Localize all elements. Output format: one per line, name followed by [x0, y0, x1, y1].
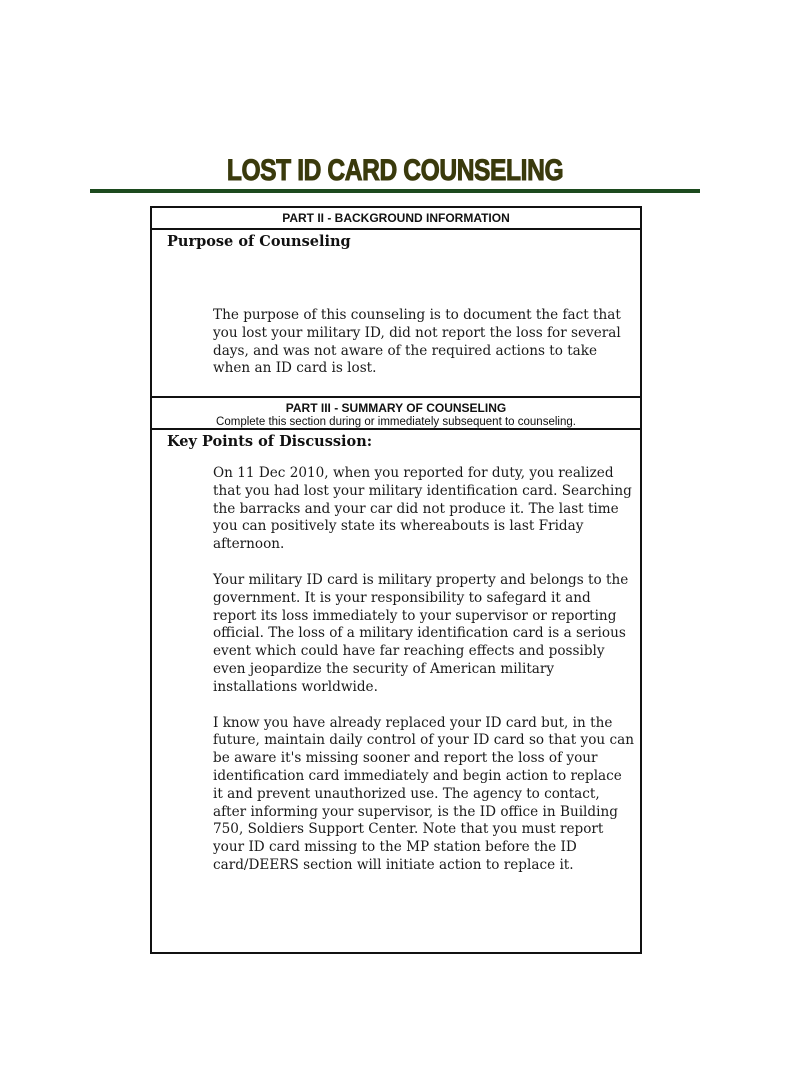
discussion-section — [152, 430, 640, 875]
document-title: LOST ID CARD COUNSELING — [226, 154, 564, 187]
purpose-text: The purpose of this counseling is to document the fact that you lost your military ID, did not report the loss for several days, and was not aware of the required actions to take when an ID card is lost. — [213, 307, 621, 377]
part3-subtitle: Complete this section during or immediately subsequent to counseling. — [216, 416, 576, 428]
purpose-label: Purpose of Counseling — [167, 233, 351, 250]
part3-title: PART III - SUMMARY OF COUNSELING — [285, 401, 507, 415]
discussion-paragraph: I know you have already replaced your ID card but, in the future, maintain daily control of your ID card so that you can be aware it's missing sooner and report the loss of your identification card immediately and begin action to replace it and prevent unauthorized use. The agency to contact, after informing your supervisor, is the ID office in Building 750, Soldiers Support Center. Note that you must report your ID card missing to the MP station before the ID card/DEERS section will initiate action to replace it. — [213, 714, 634, 873]
part3-header — [152, 396, 640, 430]
part2-header: PART II - BACKGROUND INFORMATION — [152, 208, 640, 230]
purpose-section — [152, 230, 640, 396]
title-divider — [90, 189, 700, 193]
discussion-paragraph: On 11 Dec 2010, when you reported for duty, you realized that you had lost your military identification card. Searching the barracks and your car did not produce it. The last time you can positively state its whereabouts is last Friday afternoon. — [213, 465, 632, 553]
discussion-label: Key Points of Discussion: — [167, 433, 373, 450]
discussion-paragraph: Your military ID card is military property and belongs to the government. It is your responsibility to safegard it and report its loss immediately to your supervisor or reporting official. The loss of a military identification card is a serious event which could have far reaching effects and possibly even jeopardize the security of American military installations worldwide. — [213, 571, 629, 695]
counseling-form — [150, 206, 642, 954]
